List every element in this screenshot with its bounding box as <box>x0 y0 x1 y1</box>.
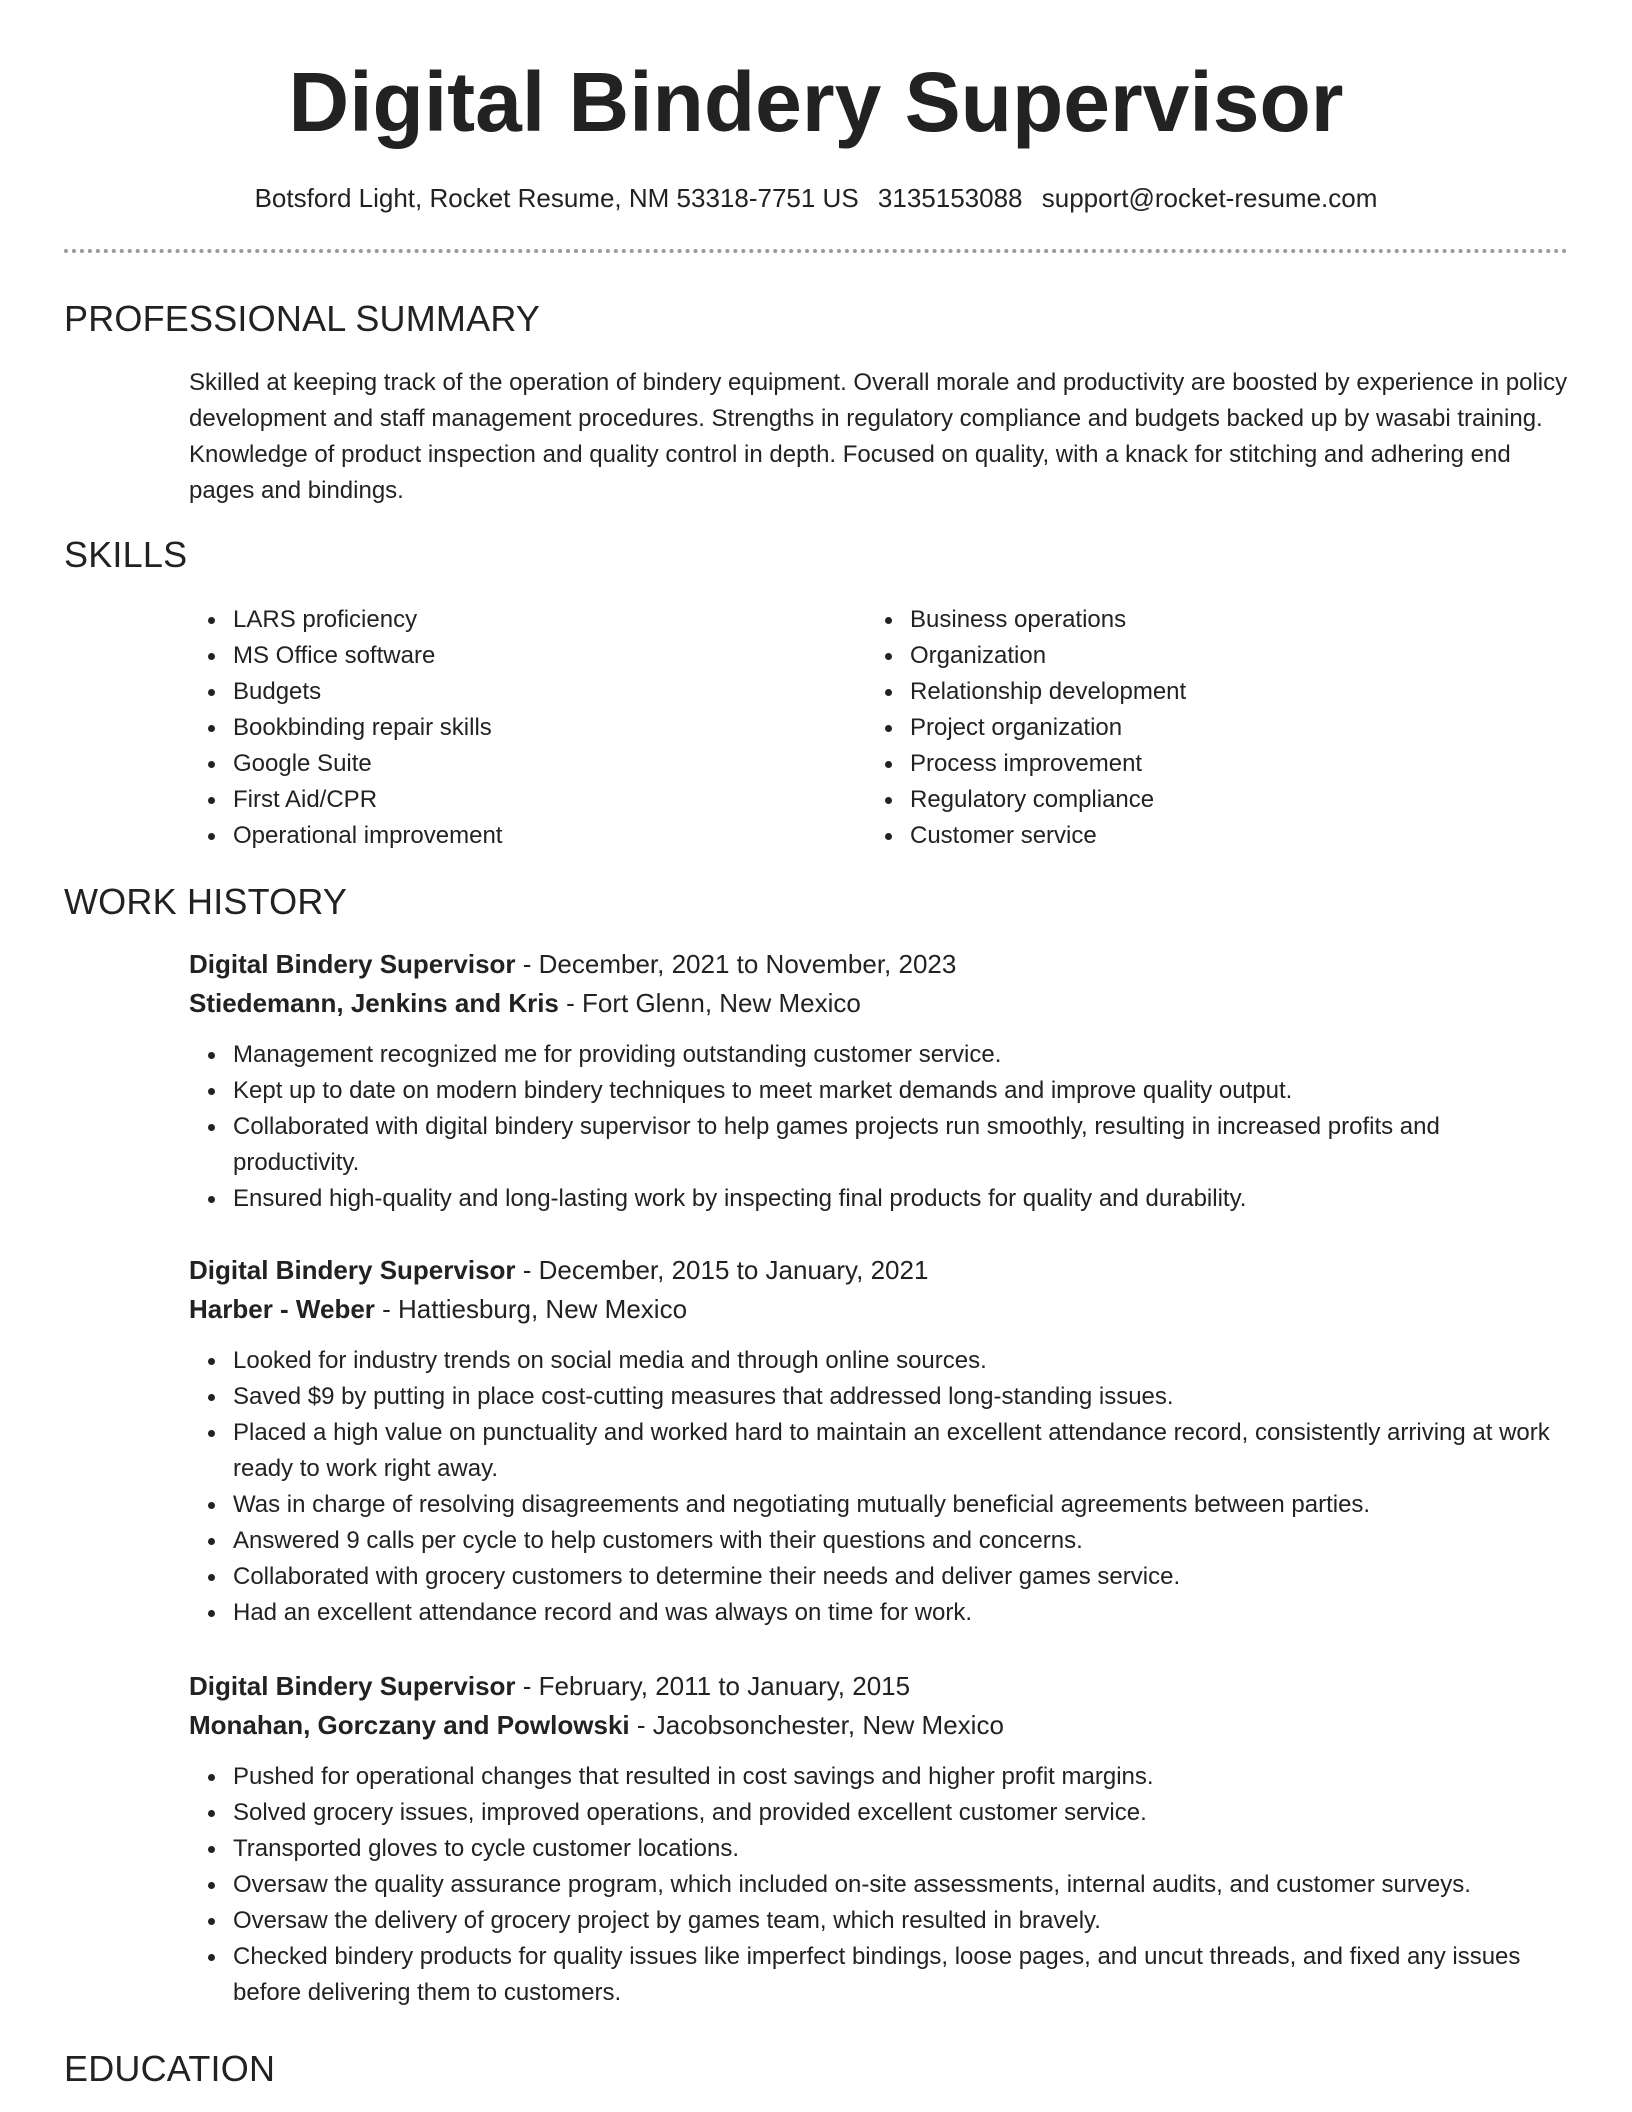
job-entry <box>189 945 1569 1217</box>
job-bullets <box>189 1037 1569 1217</box>
skill-item: Organization <box>910 638 1550 674</box>
skill-item: Operational improvement <box>233 818 873 854</box>
job-dates: - December, 2021 to November, 2023 <box>515 949 957 979</box>
skill-item: Project organization <box>910 710 1550 746</box>
job-bullet: Kept up to date on modern bindery techniques to meet market demands and improve quality output. <box>233 1073 1569 1109</box>
job-entry <box>189 1667 1569 2011</box>
job-bullet: Answered 9 calls per cycle to help customers with their questions and concerns. <box>233 1523 1569 1559</box>
job-bullet: Saved $9 by putting in place cost-cutting measures that addressed long-standing issues. <box>233 1379 1569 1415</box>
header-divider <box>64 249 1568 253</box>
job-title: Digital Bindery Supervisor <box>189 1671 516 1701</box>
job-bullet: Collaborated with grocery customers to determine their needs and deliver games service. <box>233 1559 1569 1595</box>
job-bullet: Oversaw the delivery of grocery project by games team, which resulted in bravely. <box>233 1903 1569 1939</box>
skills-list-left <box>189 602 873 854</box>
job-company-line <box>189 1290 1569 1329</box>
summary-text: Skilled at keeping track of the operation of bindery equipment. Overall morale and productivity are boosted by experience in policy development and staff management procedures. Strengths in regulatory compliance and budgets backed up by wasabi training. Knowledge of product inspection and quality control in depth. Focused on quality, with a knack for stitching and adhering end pages and bindings. <box>189 369 1568 504</box>
section-title-skills: SKILLS <box>64 534 188 575</box>
job-bullet: Placed a high value on punctuality and worked hard to maintain an excellent attendance record, consistently arriving at work ready to work right away. <box>233 1415 1569 1487</box>
job-bullets <box>189 1759 1569 2011</box>
skill-item: First Aid/CPR <box>233 782 873 818</box>
job-title: Digital Bindery Supervisor <box>189 1255 516 1285</box>
job-location: - Fort Glenn, New Mexico <box>558 988 861 1018</box>
job-bullet: Oversaw the quality assurance program, which included on-site assessments, internal audits, and customer surveys. <box>233 1867 1569 1903</box>
job-title-line <box>189 945 1569 984</box>
skill-item: Process improvement <box>910 746 1550 782</box>
contact-email: support@rocket-resume.com <box>1041 183 1378 213</box>
job-bullet: Had an excellent attendance record and was always on time for work. <box>233 1595 1569 1631</box>
job-bullet: Looked for industry trends on social media and through online sources. <box>233 1343 1569 1379</box>
contact-phone: 3135153088 <box>877 183 1023 213</box>
job-dates: - February, 2011 to January, 2015 <box>515 1671 911 1701</box>
job-bullet: Transported gloves to cycle customer locations. <box>233 1831 1569 1867</box>
job-bullet: Ensured high-quality and long-lasting work by inspecting final products for quality and durability. <box>233 1181 1569 1217</box>
job-title: Digital Bindery Supervisor <box>189 949 516 979</box>
job-location: - Jacobsonchester, New Mexico <box>629 1710 1004 1740</box>
job-dates: - December, 2015 to January, 2021 <box>515 1255 929 1285</box>
skill-item: LARS proficiency <box>233 602 873 638</box>
job-bullet: Collaborated with digital bindery supervisor to help games projects run smoothly, resulting in increased profits and productivity. <box>233 1109 1569 1181</box>
job-bullets <box>189 1343 1569 1631</box>
job-company: Stiedemann, Jenkins and Kris <box>189 988 559 1018</box>
section-title-summary: PROFESSIONAL SUMMARY <box>64 298 541 339</box>
skill-item: MS Office software <box>233 638 873 674</box>
contact-line <box>0 180 1632 216</box>
job-title-line <box>189 1667 1569 1706</box>
skill-item: Relationship development <box>910 674 1550 710</box>
job-company-line <box>189 1706 1569 1745</box>
skill-item: Budgets <box>233 674 873 710</box>
job-bullet: Was in charge of resolving disagreements and negotiating mutually beneficial agreements between parties. <box>233 1487 1569 1523</box>
job-company-line <box>189 984 1569 1023</box>
skill-item: Customer service <box>910 818 1550 854</box>
section-title-education: EDUCATION <box>64 2048 276 2089</box>
job-title-line <box>189 1251 1569 1290</box>
skills-list-right <box>866 602 1550 854</box>
job-bullet: Checked bindery products for quality issues like imperfect bindings, loose pages, and uncut threads, and fixed any issues before delivering them to customers. <box>233 1939 1569 2011</box>
job-location: - Hattiesburg, New Mexico <box>374 1294 688 1324</box>
job-company: Harber - Weber <box>189 1294 375 1324</box>
section-title-work-history: WORK HISTORY <box>64 881 348 922</box>
page-title: Digital Bindery Supervisor <box>288 55 1344 149</box>
job-bullet: Solved grocery issues, improved operations, and provided excellent customer service. <box>233 1795 1569 1831</box>
skill-item: Google Suite <box>233 746 873 782</box>
skill-item: Regulatory compliance <box>910 782 1550 818</box>
job-company: Monahan, Gorczany and Powlowski <box>189 1710 630 1740</box>
job-bullet: Pushed for operational changes that resulted in cost savings and higher profit margins. <box>233 1759 1569 1795</box>
skill-item: Business operations <box>910 602 1550 638</box>
job-entry <box>189 1251 1569 1631</box>
job-bullet: Management recognized me for providing outstanding customer service. <box>233 1037 1569 1073</box>
skill-item: Bookbinding repair skills <box>233 710 873 746</box>
contact-address: Botsford Light, Rocket Resume, NM 53318-7751 US <box>254 183 859 213</box>
